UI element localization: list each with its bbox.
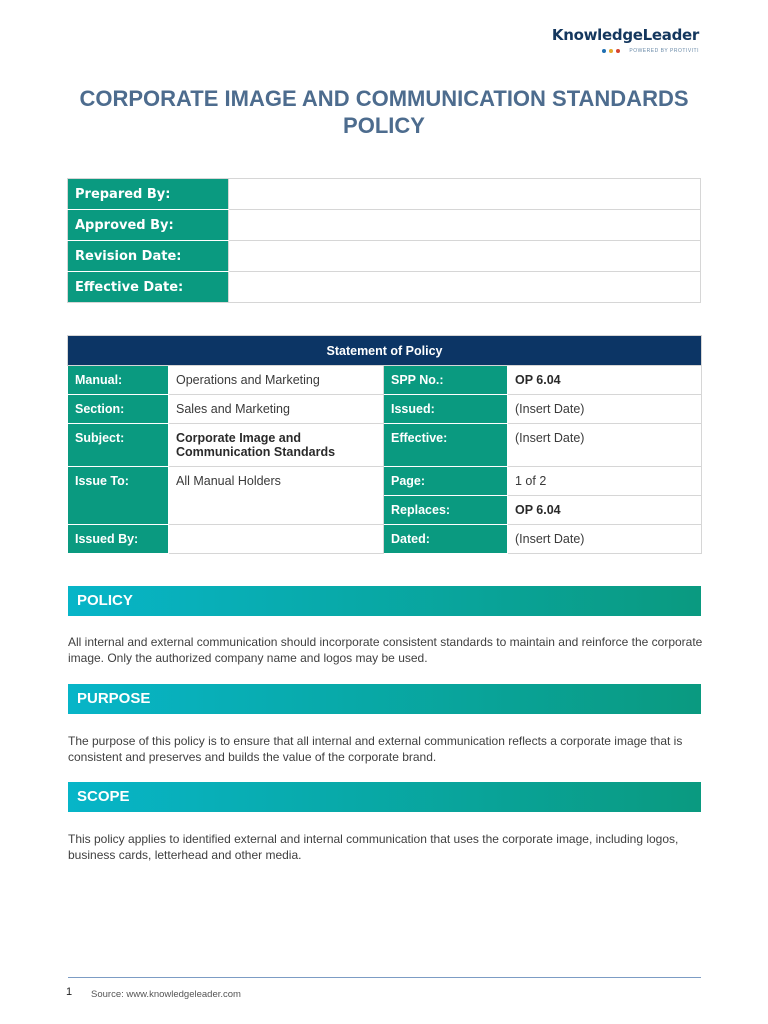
scope-text: This policy applies to identified external and internal communication that uses the corporate image, including logos, business cards, letterhead and other media.: [68, 832, 679, 862]
logo-dot-blue-icon: [602, 49, 606, 53]
spp-label: SPP No.:: [384, 366, 508, 395]
approved-by-label: Approved By:: [68, 210, 229, 241]
issued-label: Issued:: [384, 395, 508, 424]
effective-date-value: [229, 272, 701, 303]
document-title: CORPORATE IMAGE AND COMMUNICATION STANDARDS POLICY: [79, 86, 689, 138]
effective-date-label: Effective Date:: [68, 272, 229, 303]
table-header-row: [68, 336, 702, 366]
purpose-heading: PURPOSE: [68, 684, 701, 714]
policy-heading: POLICY: [68, 586, 701, 616]
logo-dot-red-icon: [616, 49, 620, 53]
manual-label: Manual:: [68, 366, 169, 395]
revision-date-value: [229, 241, 701, 272]
scope-heading: SCOPE: [68, 782, 701, 812]
table-row: [68, 366, 702, 395]
approval-table: [67, 178, 701, 303]
table-row: [68, 179, 701, 210]
prepared-by-label: Prepared By:: [68, 179, 229, 210]
logo-wordmark: KnowledgeLeader: [551, 26, 699, 44]
issued-value: (Insert Date): [508, 395, 702, 424]
subject-label: Subject:: [68, 424, 169, 467]
table-row: [68, 467, 702, 496]
policy-text: All internal and external communication should incorporate consistent standards to maintain and reinforce the corporate image. Only the authorized company name and logos may be used.: [68, 635, 703, 665]
subject-value: Corporate Image and Communication Standards: [169, 424, 384, 467]
revision-date-label: Revision Date:: [68, 241, 229, 272]
prepared-by-value: [229, 179, 701, 210]
replaces-value: OP 6.04: [508, 496, 702, 525]
dated-value: (Insert Date): [508, 525, 702, 554]
section-label: Section:: [68, 395, 169, 424]
knowledgeleader-logo: [552, 26, 699, 54]
page-label: Page:: [384, 467, 508, 496]
statement-of-policy-table: [67, 335, 702, 554]
table-row: [68, 424, 702, 467]
issued-by-value: [169, 525, 384, 554]
table-row: [68, 395, 702, 424]
dated-label: Dated:: [384, 525, 508, 554]
effective-value: (Insert Date): [508, 424, 702, 467]
table-row: [68, 241, 701, 272]
table-row: [68, 525, 702, 554]
spp-value: OP 6.04: [508, 366, 702, 395]
replaces-label: Replaces:: [384, 496, 508, 525]
approved-by-value: [229, 210, 701, 241]
purpose-text: The purpose of this policy is to ensure that all internal and external communication reflects a corporate image that is consistent and preserves and builds the value of the corporate brand.: [68, 734, 683, 764]
footer-source: Source: www.knowledgeleader.com: [91, 989, 241, 1000]
table-row: [68, 210, 701, 241]
logo-subline: [552, 48, 699, 54]
logo-tagline: POWERED BY PROTIVITI: [629, 48, 699, 54]
statement-header: Statement of Policy: [68, 336, 702, 366]
section-value: Sales and Marketing: [169, 395, 384, 424]
issue-to-value: All Manual Holders: [169, 467, 384, 525]
table-row: [68, 272, 701, 303]
page-number: 1: [66, 986, 73, 998]
effective-label: Effective:: [384, 424, 508, 467]
footer-divider: [68, 977, 701, 978]
manual-value: Operations and Marketing: [169, 366, 384, 395]
issue-to-label: Issue To:: [68, 467, 169, 525]
page-value: 1 of 2: [508, 467, 702, 496]
issued-by-label: Issued By:: [68, 525, 169, 554]
logo-dot-yellow-icon: [609, 49, 613, 53]
